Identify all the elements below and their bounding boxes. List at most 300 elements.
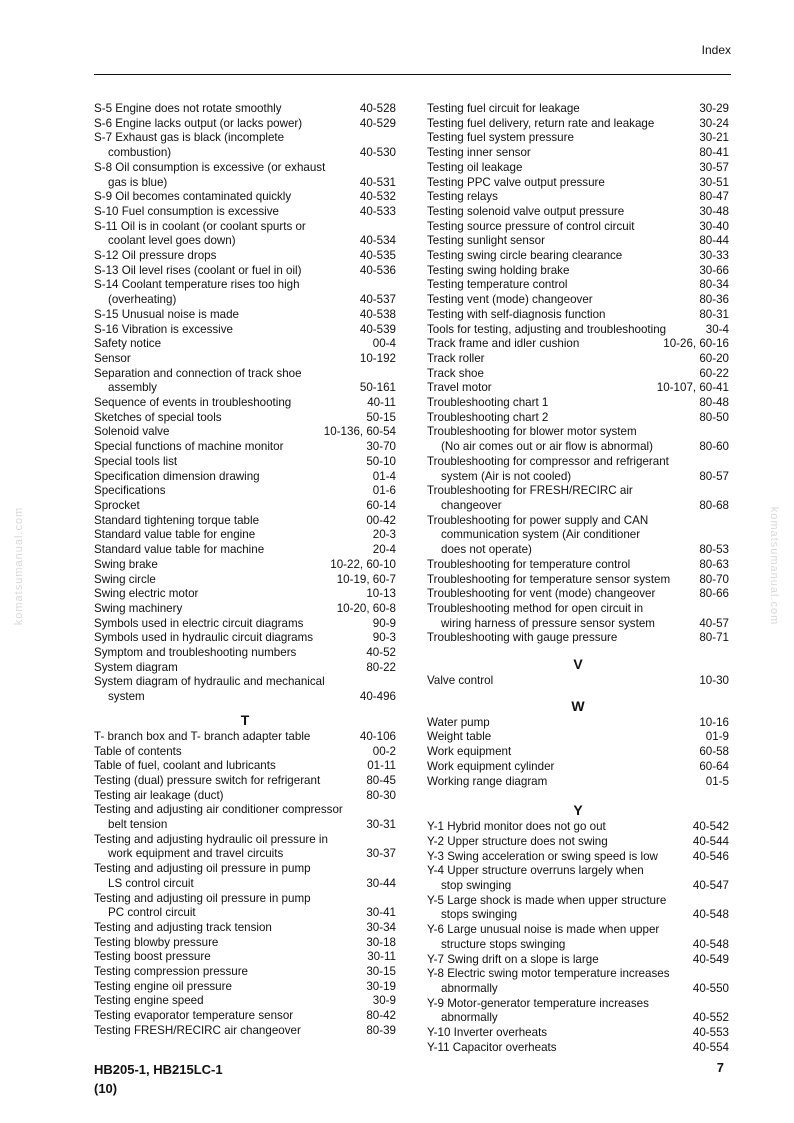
index-entry-label	[427, 131, 699, 146]
index-entry	[94, 646, 396, 661]
index-entry	[94, 1009, 396, 1024]
index-entry-page: 40-536	[359, 263, 396, 277]
index-entry-line: Troubleshooting for FRESH/RECIRC air	[427, 484, 633, 498]
index-entry-page: 80-22	[366, 660, 396, 674]
index-entry	[94, 631, 396, 646]
index-entry	[427, 514, 729, 558]
index-entry-page: 80-30	[366, 788, 396, 802]
index-entry-page: 40-539	[359, 322, 396, 336]
index-entry-page: 01-9	[705, 730, 729, 744]
index-entry-line: Track frame and idler cushion	[427, 337, 580, 351]
index-entry-label	[427, 352, 699, 367]
index-entry	[427, 249, 729, 264]
index-entry-line: Testing relays	[427, 190, 498, 204]
index-entry-label	[427, 760, 699, 775]
index-entry-label	[94, 573, 337, 588]
index-entry	[427, 396, 729, 411]
index-entry-label	[94, 499, 366, 514]
index-entry-label	[427, 730, 706, 745]
index-entry-page: 10-192	[359, 351, 396, 365]
index-entry-line: abnormally	[441, 1011, 498, 1025]
index-entry-line: Y-8 Electric swing motor temperature increases	[427, 967, 670, 981]
index-entry-label	[94, 470, 373, 485]
index-entry	[427, 337, 729, 352]
index-entry-line: Testing swing holding brake	[427, 263, 570, 277]
index-entry	[427, 411, 729, 426]
index-entry	[94, 102, 396, 117]
index-entry-label	[94, 352, 360, 367]
header-rule	[94, 74, 731, 75]
index-entry-label	[94, 675, 360, 704]
index-entry-line: Troubleshooting with gauge pressure	[427, 631, 618, 645]
index-entry-label	[427, 455, 699, 484]
index-entry-page: 80-48	[699, 396, 729, 410]
footer-model	[94, 1060, 223, 1098]
index-entry-page: 01-11	[367, 759, 396, 773]
index-group-t	[94, 730, 396, 1039]
section-letter-w: W	[571, 697, 585, 714]
index-entry-label	[94, 543, 373, 558]
index-entry-line: Y-7 Swing drift on a slope is large	[427, 952, 599, 966]
index-entry	[94, 131, 396, 160]
index-entry-page: 40-528	[359, 102, 396, 115]
index-entry-label	[427, 176, 699, 191]
index-entry-line: Testing fuel delivery, return rate and leakage	[427, 116, 655, 130]
index-entry	[94, 278, 396, 307]
index-column-right	[427, 102, 729, 1055]
index-entry-page: 40-530	[359, 146, 396, 160]
index-entry-label	[427, 997, 693, 1026]
index-entry	[94, 220, 396, 249]
index-entry-page: 40-535	[359, 249, 396, 263]
index-entry-page: 40-538	[359, 307, 396, 321]
index-entry-page: 80-39	[366, 1023, 396, 1037]
index-entry-label	[427, 337, 663, 352]
index-entry	[427, 161, 729, 176]
index-entry-page: 10-107, 60-41	[656, 381, 729, 395]
index-entry-page: 30-11	[367, 950, 396, 964]
index-entry	[94, 587, 396, 602]
index-entry-line: Testing solenoid valve output pressure	[427, 204, 625, 218]
index-entry-line: S-6 Engine lacks output (or lacks power)	[94, 116, 303, 130]
index-entry-line: work equipment and travel circuits	[108, 847, 284, 861]
index-entry	[94, 264, 396, 279]
index-entry-page: 40-532	[359, 190, 396, 204]
index-entry-page: 00-42	[366, 513, 396, 527]
index-entry-line: Sensor	[94, 351, 131, 365]
index-entry	[94, 774, 396, 789]
index-entry	[94, 892, 396, 921]
index-entry-line: Y-9 Motor-generator temperature increases	[427, 996, 649, 1010]
index-entry-page: 01-4	[372, 469, 396, 483]
index-entry	[94, 803, 396, 832]
index-entry-page: 30-40	[699, 219, 729, 233]
index-entry	[94, 661, 396, 676]
index-entry-label	[94, 264, 360, 279]
index-entry-page: 30-33	[699, 249, 729, 263]
index-entry	[94, 965, 396, 980]
index-entry-page: 40-542	[692, 820, 729, 834]
index-entry-label	[94, 587, 366, 602]
index-entry-line: Testing sunlight sensor	[427, 234, 545, 248]
index-entry-line: Troubleshooting for temperature sensor system	[427, 572, 671, 586]
index-entry-line: Testing boost pressure	[94, 950, 211, 964]
index-entry-label	[427, 381, 657, 396]
index-entry-page: 10-26, 60-16	[663, 337, 729, 351]
index-entry-line: structure stops swinging	[441, 937, 566, 951]
index-entry-label	[94, 337, 373, 352]
index-entry-page: 80-57	[699, 469, 729, 483]
index-entry-label	[427, 631, 699, 646]
index-entry-line: Testing and adjusting oil pressure in pump	[94, 862, 311, 876]
index-entry	[427, 1041, 729, 1056]
index-entry-line: S-5 Engine does not rotate smoothly	[94, 102, 282, 115]
index-entry-page: 40-553	[692, 1026, 729, 1040]
index-entry-label	[94, 117, 360, 132]
index-entry	[427, 835, 729, 850]
index-entry	[427, 602, 729, 631]
page-header-title: Index	[701, 43, 731, 57]
index-entry-page: 40-106	[359, 729, 396, 743]
index-entry-line: Testing PPC valve output pressure	[427, 175, 605, 189]
index-entry	[427, 176, 729, 191]
index-entry-line: Testing fuel circuit for leakage	[427, 102, 580, 115]
index-entry-label	[427, 820, 693, 835]
index-entry-page: 60-14	[366, 498, 396, 512]
index-entry-line: Troubleshooting method for open circuit in	[427, 601, 644, 615]
index-entry-page: 40-529	[359, 116, 396, 130]
index-entry-page: 80-31	[699, 307, 729, 321]
index-entry	[427, 923, 729, 952]
footer-model-name: HB205-1, HB215LC-1	[94, 1062, 223, 1077]
index-entry-page: 50-15	[366, 410, 396, 424]
index-group-t-cont	[427, 102, 729, 646]
index-entry	[427, 820, 729, 835]
index-entry-page: 30-70	[366, 440, 396, 454]
index-entry-label	[427, 674, 699, 689]
index-entry-page: 40-11	[367, 396, 396, 410]
index-entry-label	[427, 894, 693, 923]
index-entry-page: 80-45	[366, 773, 396, 787]
index-entry-page: 10-136, 60-54	[323, 425, 396, 439]
index-entry-label	[427, 573, 699, 588]
index-entry-label	[427, 117, 699, 132]
index-entry-line: Testing oil leakage	[427, 160, 523, 174]
index-entry-label	[427, 102, 699, 117]
index-entry-page: 80-44	[699, 234, 729, 248]
index-entry-line: LS control circuit	[108, 876, 194, 890]
index-entry-line: Travel motor	[427, 381, 492, 395]
index-entry-line: Water pump	[427, 715, 490, 729]
index-entry	[427, 864, 729, 893]
index-entry-page: 30-44	[366, 876, 396, 890]
index-entry-line: Testing engine speed	[94, 994, 204, 1008]
index-entry-label	[94, 396, 367, 411]
index-entry-page: 80-53	[699, 543, 729, 557]
index-entry-page: 00-4	[372, 337, 396, 351]
index-entry	[427, 587, 729, 602]
index-entry	[427, 484, 729, 513]
index-entry-page: 10-22, 60-10	[330, 557, 396, 571]
index-entry-page: 80-68	[699, 498, 729, 512]
index-entry-line: Sequence of events in troubleshooting	[94, 396, 292, 410]
index-entry-label	[94, 617, 373, 632]
index-entry-label	[94, 1024, 366, 1039]
index-entry-line: Testing inner sensor	[427, 146, 531, 160]
index-entry-label	[427, 967, 693, 996]
index-entry-label	[94, 323, 360, 338]
index-entry-line: Testing and adjusting oil pressure in pump	[94, 891, 311, 905]
index-entry	[94, 617, 396, 632]
index-entry-label	[427, 190, 699, 205]
index-entry-label	[94, 661, 366, 676]
index-entry	[427, 730, 729, 745]
index-entry-page: 30-48	[699, 204, 729, 218]
index-entry-line: Swing circle	[94, 572, 156, 586]
index-entry	[94, 337, 396, 352]
index-entry-page: 10-20, 60-8	[336, 601, 396, 615]
watermark-left: komatsumanual.com	[13, 506, 25, 626]
index-entry	[94, 190, 396, 205]
index-entry-label	[427, 308, 699, 323]
index-entry	[427, 205, 729, 220]
index-entry-page: 30-57	[699, 160, 729, 174]
index-entry-label	[94, 455, 366, 470]
index-entry	[427, 558, 729, 573]
index-entry-line: Y-10 Inverter overheats	[427, 1026, 548, 1040]
index-entry	[427, 716, 729, 731]
index-entry-page: 30-31	[366, 818, 396, 832]
index-entry	[427, 278, 729, 293]
index-entry-label	[94, 161, 360, 190]
index-entry	[94, 1024, 396, 1039]
index-entry-line: Testing swing circle bearing clearance	[427, 249, 623, 263]
index-entry	[427, 425, 729, 454]
index-entry-line: Troubleshooting chart 1	[427, 396, 549, 410]
index-entry	[94, 528, 396, 543]
index-entry	[94, 675, 396, 704]
index-entry	[427, 102, 729, 117]
index-entry-line: Valve control	[427, 674, 494, 688]
index-entry-line: Testing with self-diagnosis function	[427, 307, 606, 321]
index-entry-page: 30-15	[366, 965, 396, 979]
index-entry	[94, 205, 396, 220]
index-entry	[94, 323, 396, 338]
index-entry-label	[427, 411, 699, 426]
index-entry-label	[94, 205, 360, 220]
index-entry-line: Solenoid valve	[94, 425, 170, 439]
index-entry-page: 60-20	[699, 351, 729, 365]
index-entry-page: 01-5	[705, 774, 729, 788]
index-entry-line: Separation and connection of track shoe	[94, 366, 302, 380]
index-entry-page: 80-63	[699, 557, 729, 571]
index-entry-line: Symptom and troubleshooting numbers	[94, 646, 297, 660]
index-entry-label	[94, 730, 360, 745]
index-entry-line: Testing air leakage (duct)	[94, 788, 224, 802]
index-entry-label	[94, 921, 366, 936]
index-entry-label	[94, 528, 373, 543]
index-entry	[94, 573, 396, 588]
index-entry-line: Testing engine oil pressure	[94, 979, 232, 993]
index-entry-line: S-14 Coolant temperature rises too high	[94, 278, 300, 292]
footer-revision: (10)	[94, 1081, 118, 1096]
index-entry-label	[427, 745, 699, 760]
index-entry	[427, 573, 729, 588]
index-entry-label	[94, 950, 367, 965]
index-entry-line: abnormally	[441, 981, 498, 995]
index-entry-page: 40-550	[692, 981, 729, 995]
index-entry-page: 30-19	[366, 979, 396, 993]
index-entry-page: 01-6	[372, 484, 396, 498]
index-entry-label	[94, 602, 337, 617]
index-entry-label	[94, 892, 366, 921]
index-entry-label	[427, 953, 693, 968]
index-entry-label	[427, 850, 693, 865]
index-entry-line: assembly	[108, 381, 157, 395]
index-entry-page: 30-21	[699, 131, 729, 145]
index-entry-line: (No air comes out or air flow is abnormal)	[441, 440, 653, 454]
index-entry-page: 80-66	[699, 587, 729, 601]
index-entry	[427, 997, 729, 1026]
index-entry-line: T- branch box and T- branch adapter table	[94, 729, 311, 743]
index-entry-line: Weight table	[427, 730, 492, 744]
index-entry	[94, 514, 396, 529]
index-entry-label	[94, 994, 373, 1009]
index-entry-line: System diagram of hydraulic and mechanical	[94, 675, 325, 689]
index-entry-line: Symbols used in hydraulic circuit diagrams	[94, 631, 314, 645]
index-entry-page: 30-37	[366, 847, 396, 861]
index-entry-line: S-15 Unusual noise is made	[94, 307, 240, 321]
index-entry	[427, 323, 729, 338]
index-entry-page: 40-548	[692, 937, 729, 951]
index-entry	[94, 117, 396, 132]
index-entry-label	[427, 323, 706, 338]
index-entry-line: Tools for testing, adjusting and troubleshooting	[427, 322, 667, 336]
index-entry	[94, 367, 396, 396]
index-entry-line: S-8 Oil consumption is excessive (or exhaust	[94, 160, 326, 174]
index-entry-page: 40-534	[359, 234, 396, 248]
index-entry-line: changeover	[441, 498, 502, 512]
index-entry-label	[427, 367, 699, 382]
index-entry-line: (overheating)	[108, 293, 177, 307]
index-entry-line: Track shoe	[427, 366, 484, 380]
index-entry-page: 40-549	[692, 952, 729, 966]
index-entry-line: Y-3 Swing acceleration or swing speed is low	[427, 849, 658, 863]
index-entry-page: 80-42	[366, 1009, 396, 1023]
index-entry-label	[94, 803, 366, 832]
index-entry-page: 40-547	[692, 879, 729, 893]
index-entry	[94, 455, 396, 470]
index-entry	[94, 759, 396, 774]
index-entry-page: 30-24	[699, 116, 729, 130]
index-entry-page: 80-34	[699, 278, 729, 292]
watermark-right: komatsumanual.com	[768, 506, 780, 626]
index-entry-page: 80-60	[699, 440, 729, 454]
index-entry	[94, 602, 396, 617]
index-entry-label	[427, 602, 699, 631]
index-entry-line: Testing blowby pressure	[94, 935, 219, 949]
index-entry-label	[94, 558, 330, 573]
index-entry-line: System diagram	[94, 660, 178, 674]
index-group-v	[427, 674, 729, 689]
index-entry-label	[427, 558, 699, 573]
index-entry-label	[427, 484, 699, 513]
index-entry-label	[94, 484, 373, 499]
index-entry-page: 10-16	[699, 715, 729, 729]
index-entry-page: 50-161	[359, 381, 396, 395]
index-entry-line: Y-1 Hybrid monitor does not go out	[427, 820, 606, 834]
index-entry	[427, 293, 729, 308]
index-entry-label	[427, 716, 699, 731]
index-entry	[427, 352, 729, 367]
index-entry-line: communication system (Air conditioner	[441, 528, 641, 542]
index-entry	[94, 789, 396, 804]
index-entry	[94, 396, 396, 411]
section-letter-y: Y	[573, 802, 583, 819]
index-entry-page: 40-544	[692, 834, 729, 848]
index-entry-page: 30-9	[372, 994, 396, 1008]
index-entry	[427, 117, 729, 132]
index-entry	[94, 833, 396, 862]
footer-page-number: 7	[716, 1060, 724, 1075]
index-entry-page: 40-57	[699, 616, 729, 630]
index-entry-label	[427, 587, 699, 602]
index-entry-line: Testing and adjusting track tension	[94, 920, 272, 934]
index-entry-line: Work equipment cylinder	[427, 759, 555, 773]
index-entry-line: Testing compression pressure	[94, 965, 249, 979]
index-entry-label	[427, 1026, 693, 1041]
index-entry-page: 00-2	[372, 744, 396, 758]
index-entry-label	[94, 308, 360, 323]
index-entry-label	[427, 220, 699, 235]
index-entry-label	[94, 102, 360, 117]
index-entry-page: 30-34	[366, 920, 396, 934]
index-entry	[427, 220, 729, 235]
index-entry-line: Standard tightening torque table	[94, 513, 260, 527]
index-entry-line: S-7 Exhaust gas is black (incomplete	[94, 131, 285, 145]
index-entry	[427, 308, 729, 323]
index-entry-line: Sprocket	[94, 498, 140, 512]
index-entry-page: 80-71	[699, 631, 729, 645]
index-entry	[94, 936, 396, 951]
index-entry-line: Special tools list	[94, 454, 178, 468]
index-entry-page: 40-548	[692, 908, 729, 922]
index-entry-label	[94, 862, 366, 891]
index-entry-line: gas is blue)	[108, 175, 168, 189]
index-entry-line: Standard value table for engine	[94, 528, 256, 542]
index-entry-line: S-16 Vibration is excessive	[94, 322, 233, 336]
index-entry-page: 80-47	[699, 190, 729, 204]
index-entry-label	[427, 249, 699, 264]
index-entry-label	[94, 1009, 366, 1024]
index-entry-line: S-13 Oil level rises (coolant or fuel in oil)	[94, 263, 302, 277]
index-entry-page: 40-537	[359, 293, 396, 307]
index-entry-label	[427, 514, 699, 558]
index-entry	[94, 470, 396, 485]
index-entry-label	[94, 745, 373, 760]
index-entry	[427, 190, 729, 205]
index-entry-label	[94, 631, 373, 646]
index-entry-page: 60-64	[699, 759, 729, 773]
section-letter-v: V	[573, 656, 583, 673]
index-entry-label	[427, 278, 699, 293]
index-entry	[94, 440, 396, 455]
index-entry-label	[427, 205, 699, 220]
index-entry-line: Safety notice	[94, 337, 162, 351]
index-entry-line: stops swinging	[441, 908, 518, 922]
index-entry-line: Swing machinery	[94, 601, 183, 615]
index-entry	[94, 499, 396, 514]
